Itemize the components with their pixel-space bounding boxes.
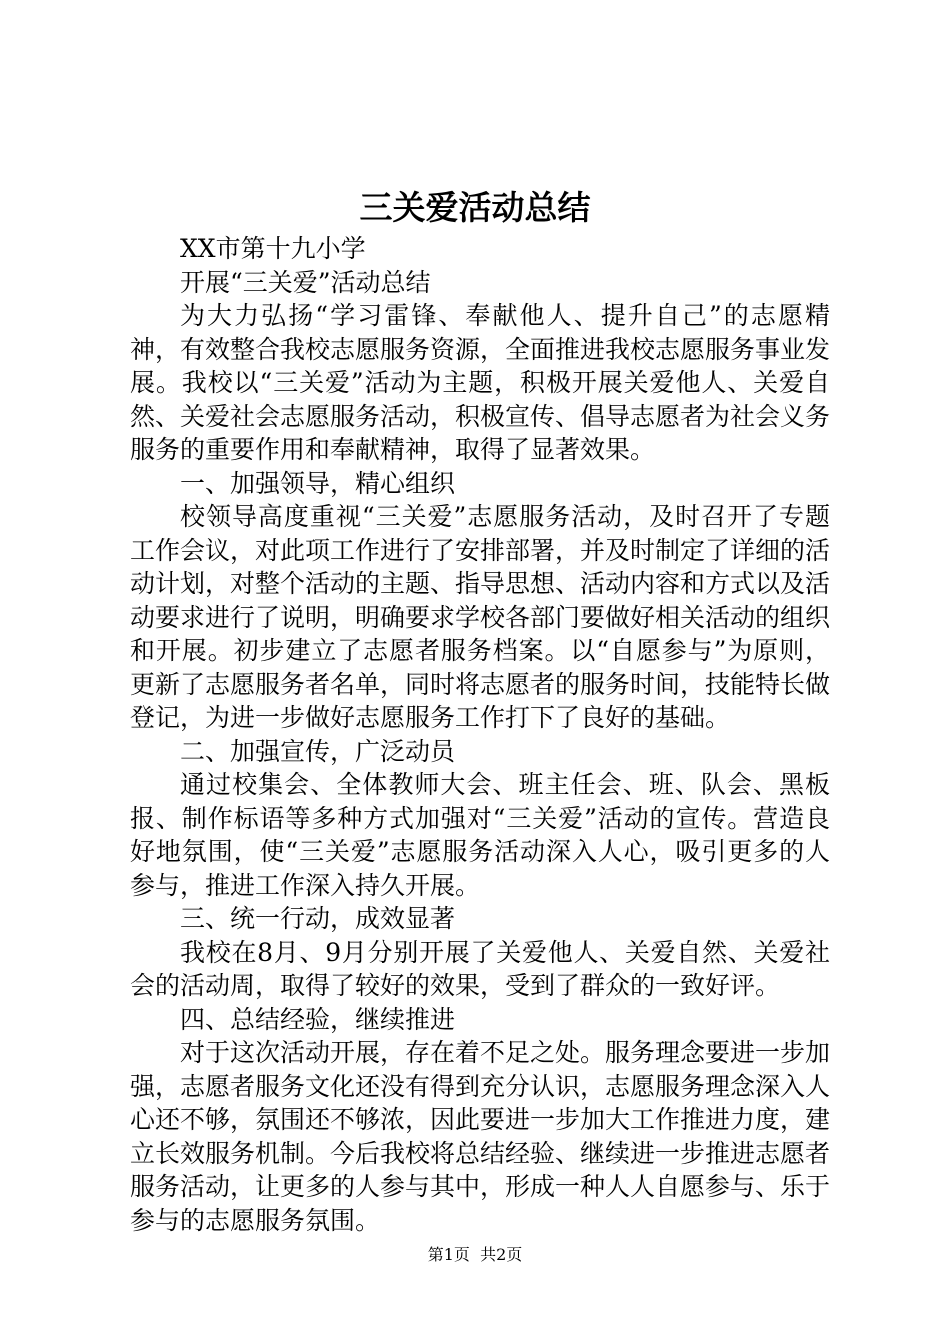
page-number-current: 第1页 <box>427 1245 470 1264</box>
section-paragraph-2: 通过校集会、全体教师大会、班主任会、班、队会、黑板报、制作标语等多种方式加强对“三关爱”活动的宣传。营造良好地氛围，使“三关爱”志愿服务活动深入人心，吸引更多的人参与，推进工作深入持久开展。 <box>130 770 830 900</box>
section-paragraph-4: 对于这次活动开展，存在着不足之处。服务理念要进一步加强，志愿者服务文化还没有得到充分认识，志愿服务理念深入人心还不够，氛围还不够浓，因此要进一步加大工作推进力度，建立长效服务机制。今后我校将总结经验、继续进一步推进志愿者服务活动，让更多的人参与其中，形成一种人人自愿参与、乐于参与的志愿服务氛围。 <box>130 1038 831 1235</box>
footer-spacer <box>470 1245 480 1264</box>
section-paragraph-1: 校领导高度重视“三关爱”志愿服务活动，及时召开了专题工作会议，对此项工作进行了安排部署，并及时制定了详细的活动计划，对整个活动的主题、指导思想、活动内容和方式以及活动要求进行了说明，明确要求学校各部门要做好相关活动的组织和开展。初步建立了志愿者服务档案。以“自愿参与”为原则，更新了志愿服务者名单，同时将志愿者的服务时间，技能特长做登记，为进一步做好志愿服务工作打下了良好的基础。 <box>130 502 831 732</box>
school-name-line: XX市第十九小学 <box>180 234 366 263</box>
subtitle-line: 开展“三关爱”活动总结 <box>180 267 431 297</box>
document-body <box>130 232 830 1237</box>
intro-paragraph: 为大力弘扬“学习雷锋、奉献他人、提升自己”的志愿精神，有效整合我校志愿服务资源，全面推进我校志愿服务事业发展。我校以“三关爱”活动为主题，积极开展关爱他人、关爱自然、关爱社会志愿服务活动，积极宣传、倡导志愿者为社会义务服务的重要作用和奉献精神，取得了显著效果。 <box>130 301 831 464</box>
document-title: 三关爱活动总结 <box>359 188 591 227</box>
section-heading-3: 三、统一行动，成效显著 <box>180 904 456 933</box>
section-paragraph-3: 我校在8月、9月分别开展了关爱他人、关爱自然、关爱社会的活动周，取得了较好的效果，受到了群众的一致好评。 <box>130 937 830 1000</box>
section-heading-2: 二、加强宣传，广泛动员 <box>180 736 456 766</box>
section-heading-4: 四、总结经验，继续推进 <box>180 1004 456 1034</box>
section-heading-1: 一、加强领导，精心组织 <box>180 468 456 498</box>
page-footer <box>0 1244 950 1266</box>
page-number-total: 共2页 <box>480 1245 523 1264</box>
